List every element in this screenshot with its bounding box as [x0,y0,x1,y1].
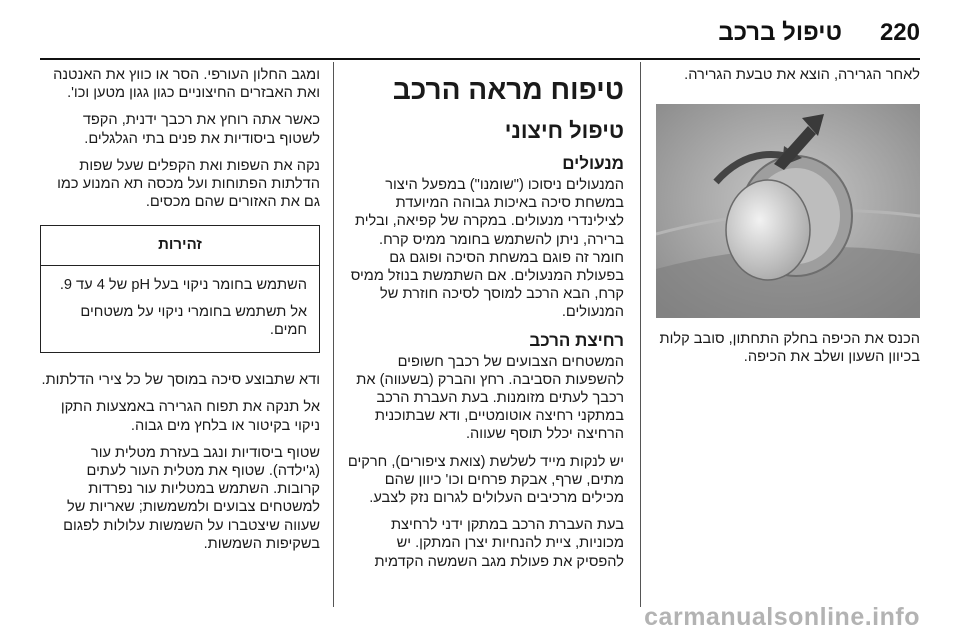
wheel-housing-text: כאשר אתה רוחץ את רכבך ידנית, הקפד לשטוף ביסודיות את פנים בתי הגלגלים. [82,112,320,147]
column-left [40,66,320,562]
caution-hot-surface-text: אל תשתמש בחומרי ניקוי על משטחים חמים. [80,303,307,339]
page-header [0,0,960,62]
caution-ph-text: השתמש בחומר ניקוי בעל pH של 4 עד 9. [59,276,307,293]
page-number: 220 [879,19,920,46]
tow-eye-cover-figure [656,104,920,318]
column-right [656,66,920,376]
section-heading-exterior: טיפול חיצוני [504,118,624,143]
cover-refit-text: הכנס את הכיפה בחלק התחתון, סובב קלות בכיוון השעון ושלב את הכיפה. [659,331,920,366]
chamois-text: שטוף ביסודיות ונגב בעזרת מטלית עור (ג'ילדה). שטוף את מטלית העור לעתים קרובות. השתמש במטליות עור נפרדות למשטחים צבועים ולמשמשות; שאריות של שעווה שיצטברו על השמשות עלולות לפגום בשקיפות השמשות. [63,444,320,552]
column-divider-right [640,62,641,607]
towing-text: לאחר הגרירה, הוצא את טבעת הגרירה. [684,67,920,83]
caution-box [40,225,320,353]
tow-eye-cover-illustration-icon [656,104,920,318]
locks-heading: מנעולים [562,154,624,173]
tow-hook-text: אל תנקה את תפוח הגרירה באמצעות התקן ניקוי בקיטור או בלחץ מים גבוה. [60,399,320,434]
wash-cont-text: ומגב החלון העורפי. הסר או כווץ את האנטנה ואת האבזרים החיצוניים כגון גגון מטען וכו'. [53,67,320,102]
watermark: carmanualsonline.info [644,603,920,631]
wash-text-1: המשטחים הצבועים של רכבך חשופים להשפעות הסביבה. רחץ והברק (בשעווה) את רכבך לעתים מזומנות. בעת העברת הרכב במתקני רחיצה אוטומטיים, ודא שבתוכנית הרחיצה יכלל תוסף שעווה. [356,353,624,443]
caution-title: זהירות [41,226,319,265]
wash-text-3: בעת העברת הרכב במתקן ידני לרחיצת מכוניות, ציית להנחיות יצרן המתקן. יש להפסיק את פעולת מגב השמשה הקדמית [374,517,624,570]
wash-text-2: יש לנקות מייד לשלשת (צואת ציפורים), חרקים מתים, שרף, אבקת פרחים וכו' כיוון שהם מכילים מרכיבים העלולים לגרום נזק לצבע. [347,453,624,507]
header-rule [40,58,920,60]
wash-heading: רחיצת הרכב [529,330,624,350]
door-seams-text: נקה את השפות ואת הקפלים שעל שפות הדלתות הפתוחות ועל מכסה תא המנוע כמו גם את האזורים שהם מכסים. [57,157,320,211]
locks-text: המנעולים ניסוכו ("שומנו") במפעל היצור במשחת סיכה באיכות גבוהה המיועדת לצילינדרי מנעולים. במקרה של קפיאה, ובלית ברירה, ניתן להשתמש בחומר ממיס קרח. חומר זה פוגם במשחת הסיכה ופוגם גם בפעולת המנעולים. אם השתמשת בנוזל ממיס קרח, הבא הרכב למוסך לסיכה חוזרת של המנעולים. [350,177,624,321]
column-middle [346,74,624,580]
section-title: טיפול ברכב [718,19,842,46]
chapter-heading: טיפוח מראה הרכב [392,74,624,105]
column-divider-left [333,62,334,607]
hinges-text: ודא שתבוצע סיכה במוסך של כל צירי הדלתות. [41,372,320,389]
